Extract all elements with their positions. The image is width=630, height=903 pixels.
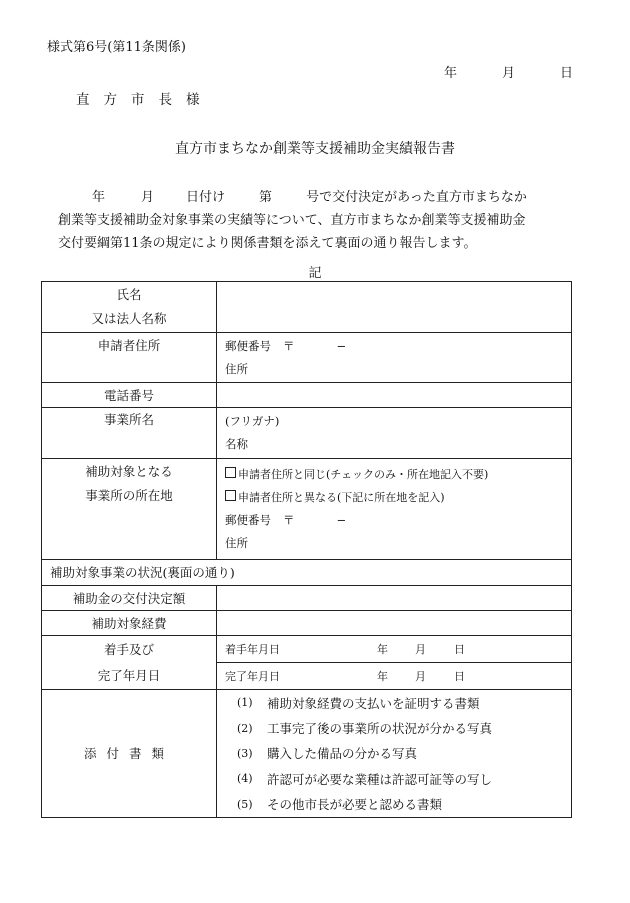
attachment-item: [217, 792, 571, 817]
body-line-1-rest: 号で交付決定があった直方市まちなか: [306, 190, 527, 205]
status-row-cell: [42, 560, 572, 586]
end-day-unit: 日: [454, 670, 465, 683]
body-year: 年: [92, 190, 106, 205]
option-same-row[interactable]: [217, 463, 571, 486]
end-month-unit: 月: [415, 670, 426, 683]
option-diff-label: 申請者住所と異なる(下記に所在地を記入): [238, 491, 445, 504]
start-month-unit: 月: [415, 643, 426, 656]
address-postal-dash: −: [336, 338, 347, 353]
attachments-label: 添付書類: [83, 746, 174, 762]
addressee: 直方市長様: [76, 92, 214, 108]
option-same-label: 申請者住所と同じ(チェックのみ・所在地記入不要): [238, 468, 489, 481]
grant-amount-value-cell[interactable]: [217, 586, 572, 611]
location-postal-dash: −: [336, 513, 347, 527]
report-body: [58, 186, 527, 255]
attachment-text: 工事完了後の事業所の状況が分かる写真: [267, 721, 493, 737]
name-value-cell[interactable]: [217, 282, 572, 333]
report-form-table: [41, 281, 572, 818]
period-label-line-2: 完了年月日: [97, 667, 161, 683]
start-date-row[interactable]: [217, 636, 571, 663]
attachment-number: (5): [237, 797, 253, 811]
office-label-cell: [42, 408, 217, 459]
end-date-label: 完了年月日: [225, 670, 280, 683]
end-year-unit: 年: [377, 670, 388, 683]
period-label-line-1: 着手及び: [103, 641, 154, 657]
phone-value-cell[interactable]: [217, 383, 572, 408]
attachments-list-cell: [217, 690, 572, 818]
attachment-item: [217, 741, 571, 766]
date-day-label: 日: [560, 66, 574, 81]
name-label-cell: [42, 282, 217, 333]
address-postal-line: [217, 335, 571, 358]
attachment-number: (4): [237, 772, 253, 786]
attachment-item: [217, 766, 571, 791]
start-date-label: 着手年月日: [225, 643, 280, 656]
attachment-text: 許認可が必要な業種は許認可証等の写し: [267, 771, 493, 787]
expense-label: 補助対象経費: [91, 616, 167, 631]
end-date-row[interactable]: [217, 663, 571, 689]
body-date-suffix: 日付け: [186, 190, 226, 205]
attachment-number: (1): [237, 696, 253, 710]
name-label-line-2: 又は法人名称: [91, 311, 167, 326]
expense-label-cell: [42, 611, 217, 636]
option-diff-row[interactable]: [217, 486, 571, 509]
document-title: 直方市まちなか創業等支援補助金実績報告書: [175, 141, 455, 157]
expense-value-cell[interactable]: [217, 611, 572, 636]
form-number: 様式第6号(第11条関係): [47, 40, 186, 55]
office-value-cell[interactable]: [217, 408, 572, 459]
location-postal-mark: 〒: [283, 513, 295, 527]
attachments-label-cell: [42, 690, 217, 818]
ki-heading: 記: [308, 266, 322, 281]
office-meisho-label: 名称: [225, 437, 248, 451]
address-jusho-label: 住所: [225, 361, 248, 376]
grant-amount-label-cell: [42, 586, 217, 611]
address-label-cell: [42, 333, 217, 383]
location-label-cell: [42, 459, 217, 560]
office-label: 事業所名: [103, 412, 154, 427]
location-label-line-1: 補助対象となる: [85, 464, 173, 479]
address-postal-label: 郵便番号: [225, 338, 271, 353]
attachment-text: その他市長が必要と認める書類: [267, 797, 443, 813]
phone-label: 電話番号: [103, 388, 154, 403]
address-value-cell[interactable]: [217, 333, 572, 383]
address-postal-mark: 〒: [283, 338, 295, 353]
location-label-line-2: 事業所の所在地: [85, 488, 173, 503]
address-label: 申請者住所: [97, 338, 161, 353]
location-jusho-label: 住所: [225, 536, 248, 550]
location-postal-label: 郵便番号: [225, 513, 271, 527]
period-value-cell: [217, 636, 572, 690]
grant-amount-label: 補助金の交付決定額: [72, 591, 186, 606]
attachment-item: [217, 715, 571, 740]
body-line-1: [58, 186, 527, 209]
location-value-cell: [217, 459, 572, 560]
body-line-2: 創業等支援補助金対象事業の実績等について、直方市まちなか創業等支援補助金: [58, 213, 526, 228]
office-furigana-label: (フリガナ): [225, 414, 280, 428]
option-same-checkbox[interactable]: [225, 467, 236, 478]
phone-label-cell: [42, 383, 217, 408]
status-label: 補助対象事業の状況(裏面の通り): [50, 565, 235, 580]
date-year-label: 年: [444, 66, 458, 81]
option-diff-checkbox[interactable]: [225, 490, 236, 501]
attachment-number: (2): [237, 721, 253, 735]
attachment-item: [217, 690, 571, 715]
body-month: 月: [141, 190, 155, 205]
attachment-text: 購入した備品の分かる写真: [267, 746, 418, 762]
start-day-unit: 日: [454, 643, 465, 656]
period-label-cell: [42, 636, 217, 690]
date-month-label: 月: [502, 66, 516, 81]
attachment-text: 補助対象経費の支払いを証明する書類: [267, 695, 480, 711]
name-label-line-1: 氏名: [116, 287, 142, 302]
body-dai: 第: [259, 190, 273, 205]
start-year-unit: 年: [377, 643, 388, 656]
location-postal-line[interactable]: [217, 509, 571, 532]
body-line-3: 交付要綱第11条の規定により関係書類を添えて裏面の通り報告します。: [58, 236, 477, 251]
attachment-number: (3): [237, 746, 253, 760]
